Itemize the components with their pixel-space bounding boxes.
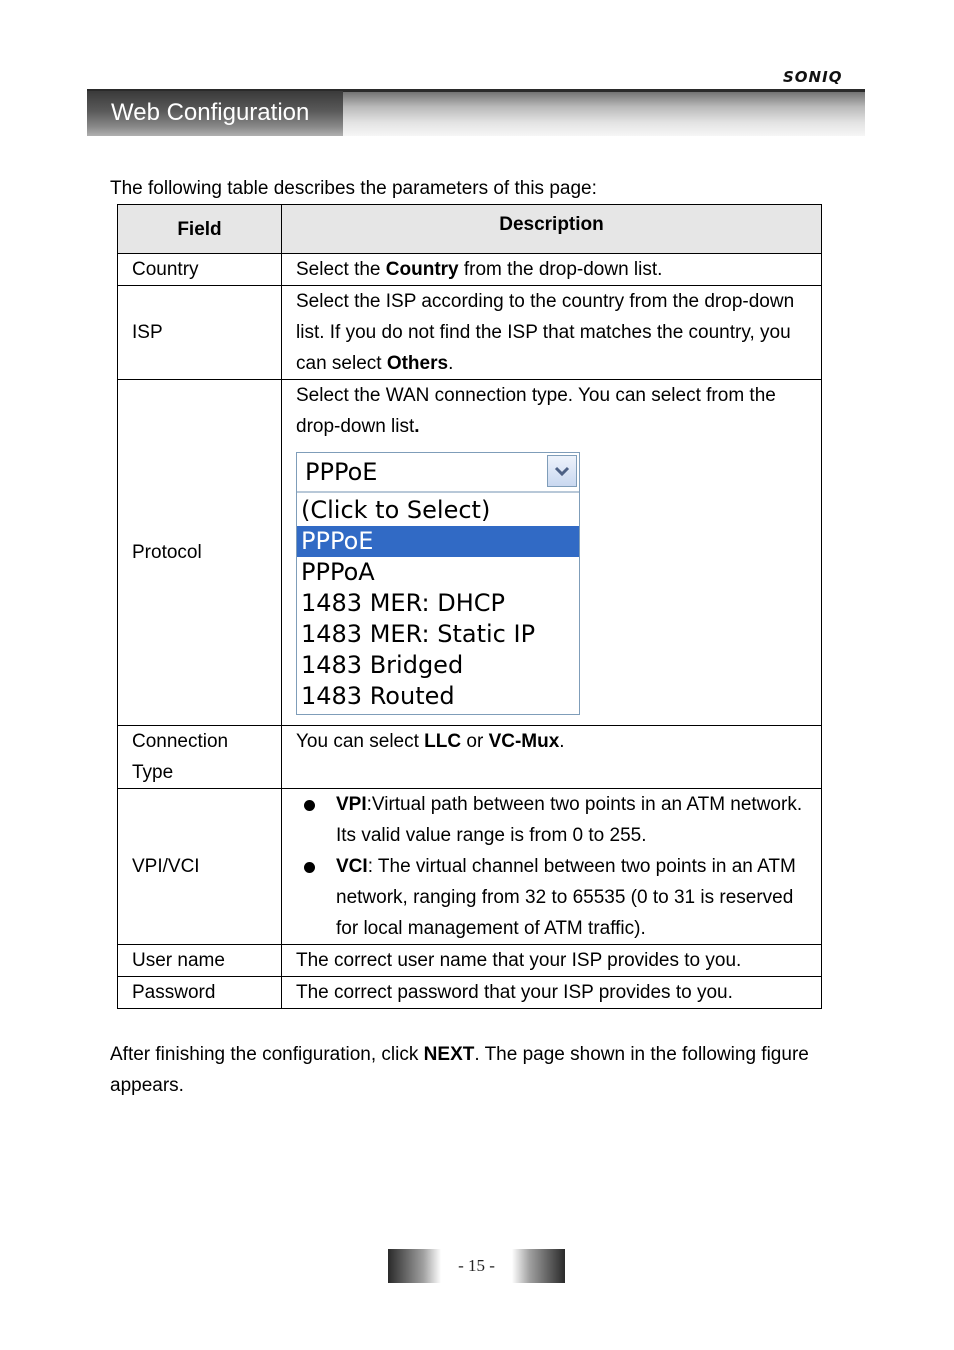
dropdown-selected-value: PPPoE — [305, 458, 378, 486]
header-description: Description — [282, 205, 822, 254]
desc-user-name: The correct user name that your ISP provides to you. — [282, 945, 822, 977]
desc-country: Select the Country from the drop-down list. — [282, 254, 822, 286]
table-row — [118, 726, 822, 789]
desc-password: The correct password that your ISP provides to you. — [282, 977, 822, 1009]
parameters-table — [117, 204, 822, 1009]
dropdown-options — [297, 493, 579, 714]
dropdown-option[interactable]: (Click to Select) — [301, 496, 491, 524]
dropdown-selected[interactable] — [297, 453, 579, 493]
dropdown-option[interactable]: 1483 MER: Static IP — [301, 620, 536, 648]
field-password: Password — [118, 977, 282, 1009]
desc-isp: Select the ISP according to the country from the drop-down list. If you do not find the ISP that matches the country, you can select Others. — [282, 286, 822, 380]
table-row — [118, 789, 822, 945]
field-vpi-vci: VPI/VCI — [118, 789, 282, 945]
list-item: VCI: The virtual channel between two points in an ATM network, ranging from 32 to 65535 (0 to 31 is reserved for local management of ATM traffic). — [296, 851, 807, 944]
dropdown-option[interactable]: 1483 Routed — [301, 682, 455, 710]
table-row — [118, 286, 822, 380]
section-title: Web Configuration — [111, 99, 310, 126]
page-number: - 15 - — [458, 1256, 495, 1275]
field-user-name: User name — [118, 945, 282, 977]
brand-logo: SONIQ — [783, 68, 843, 86]
dropdown-option[interactable]: 1483 MER: DHCP — [301, 589, 505, 617]
field-isp: ISP — [118, 286, 282, 380]
protocol-dropdown[interactable] — [296, 452, 580, 715]
field-connection-type: Connection Type — [118, 726, 282, 789]
table-row — [118, 380, 822, 726]
intro-text: The following table describes the parameters of this page: — [110, 178, 597, 199]
field-country: Country — [118, 254, 282, 286]
dropdown-option[interactable]: 1483 Bridged — [301, 651, 464, 679]
header-field: Field — [118, 205, 282, 254]
dropdown-option[interactable]: PPPoE — [297, 526, 579, 557]
desc-vpi-vci — [282, 789, 822, 945]
bullet-icon — [304, 862, 315, 873]
dropdown-option[interactable]: PPPoA — [301, 558, 375, 586]
field-protocol: Protocol — [118, 380, 282, 726]
table-row — [118, 945, 822, 977]
desc-connection-type: You can select LLC or VC-Mux. — [282, 726, 822, 789]
table-header-row — [118, 205, 822, 254]
table-row — [118, 977, 822, 1009]
desc-protocol: Select the WAN connection type. You can select from the drop-down list. PPPoE (Click to Select) PPPoE PPPoA 1483 MER: DHCP 1483 MER: Static IP 1483 Bridged 1483 Routed — [282, 380, 822, 726]
table-row — [118, 254, 822, 286]
list-item: VPI:Virtual path between two points in an ATM network. Its valid value range is from 0 to 255. — [296, 789, 807, 851]
after-text: After finishing the configuration, click NEXT. The page shown in the following figure appears. — [110, 1044, 809, 1096]
bullet-icon — [304, 800, 315, 811]
chevron-down-icon[interactable] — [547, 455, 577, 487]
